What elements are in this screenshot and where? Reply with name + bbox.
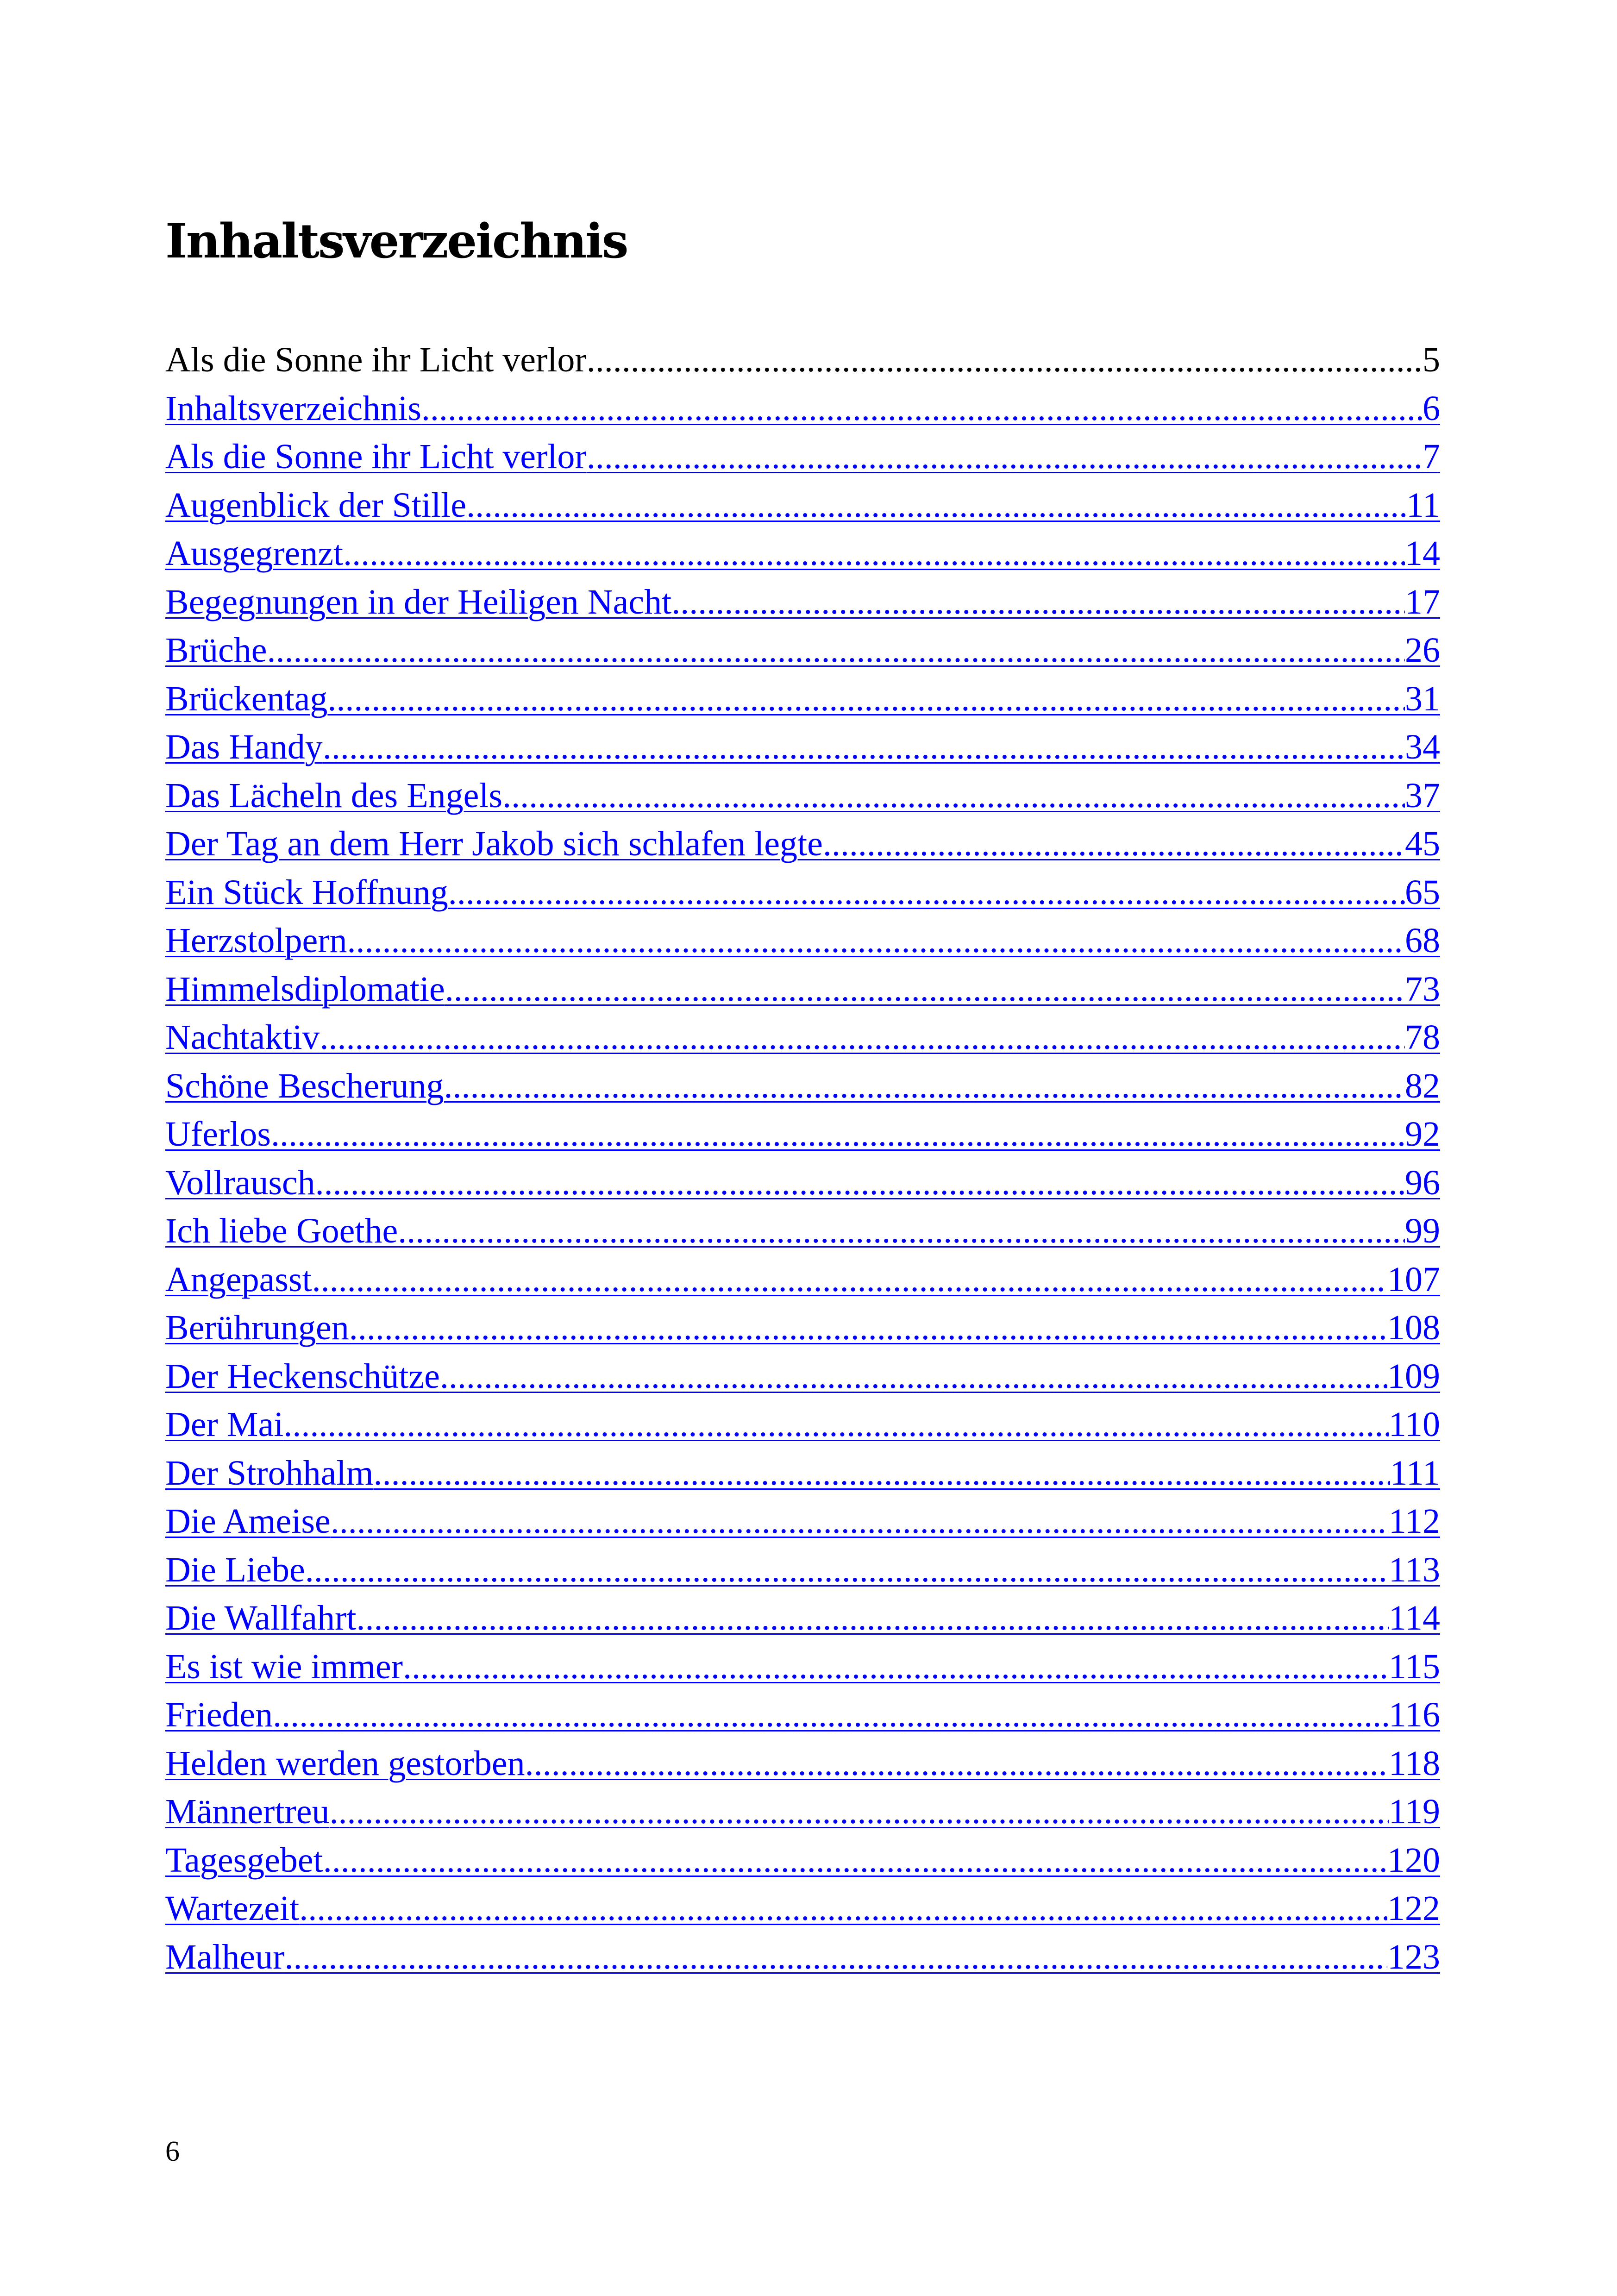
toc-entry-title: Die Wallfahrt xyxy=(165,1599,357,1637)
toc-entry-link[interactable] xyxy=(165,1594,1440,1643)
toc-entry-link[interactable] xyxy=(165,1788,1440,1836)
toc-entry-title: Es ist wie immer xyxy=(165,1647,403,1686)
toc-entry-title: Der Heckenschütze xyxy=(165,1356,440,1396)
toc-entry-link[interactable] xyxy=(165,965,1440,1014)
toc-entry-link[interactable] xyxy=(165,1304,1440,1352)
toc-entry-title: Nachtaktiv xyxy=(165,1018,320,1057)
toc-entry-title: Das Lächeln des Engels xyxy=(165,776,503,815)
toc-entry-title: Uferlos xyxy=(165,1115,271,1154)
toc-entry-page: 26 xyxy=(1405,631,1440,670)
toc-dot-leader xyxy=(271,1110,1405,1159)
toc-entry-title: Begegnungen in der Heiligen Nacht xyxy=(165,582,672,621)
toc-entry-title: Der Strohhalm xyxy=(165,1453,374,1493)
toc-dot-leader xyxy=(421,384,1423,433)
toc-entry-page: 92 xyxy=(1405,1115,1440,1154)
toc-entry-title: Frieden xyxy=(165,1695,273,1734)
toc-entry-link[interactable] xyxy=(165,723,1440,772)
toc-dot-leader xyxy=(671,578,1405,627)
toc-dot-leader xyxy=(283,1400,1388,1449)
toc-entry-page: 31 xyxy=(1405,679,1440,718)
toc-entry-page: 116 xyxy=(1388,1695,1440,1734)
toc-dot-leader xyxy=(299,1884,1387,1933)
toc-dot-leader xyxy=(525,1739,1389,1788)
toc-dot-leader xyxy=(445,965,1405,1014)
toc-entry-title: Inhaltsverzeichnis xyxy=(165,389,421,428)
toc-entry-link[interactable] xyxy=(165,1013,1440,1062)
toc-entry-page: 7 xyxy=(1423,437,1440,476)
toc-entry-page: 45 xyxy=(1405,824,1440,863)
table-of-contents xyxy=(165,336,1440,1981)
toc-entry-title: Brückentag xyxy=(165,679,328,718)
toc-entry-page: 78 xyxy=(1405,1018,1440,1057)
toc-heading: Inhaltsverzeichnis xyxy=(165,213,627,269)
toc-entry-link[interactable] xyxy=(165,772,1440,820)
toc-entry-link[interactable] xyxy=(165,481,1440,530)
toc-dot-leader xyxy=(267,626,1405,675)
toc-entry-title: Männertreu xyxy=(165,1792,330,1831)
toc-entry-link[interactable] xyxy=(165,1884,1440,1933)
toc-entry-link[interactable] xyxy=(165,1739,1440,1788)
toc-entry-page: 115 xyxy=(1388,1647,1440,1686)
toc-entry-page: 14 xyxy=(1405,534,1440,573)
toc-entry-page: 96 xyxy=(1405,1163,1440,1202)
toc-entry-link[interactable] xyxy=(165,1546,1440,1594)
toc-dot-leader xyxy=(374,1449,1390,1498)
toc-entry-title: Wartezeit xyxy=(165,1889,300,1928)
toc-dot-leader xyxy=(331,1497,1389,1546)
toc-entry-title: Augenblick der Stille xyxy=(165,485,467,525)
toc-entry-page: 11 xyxy=(1406,485,1440,525)
toc-entry-link[interactable] xyxy=(165,433,1440,481)
toc-entry-page: 82 xyxy=(1405,1066,1440,1105)
toc-entry-link[interactable] xyxy=(165,868,1440,917)
toc-dot-leader xyxy=(323,723,1405,772)
toc-entry-link[interactable] xyxy=(165,820,1440,868)
toc-entry-link[interactable] xyxy=(165,1449,1440,1498)
toc-entry-title: Ausgegrenzt xyxy=(165,534,344,573)
toc-entry-link[interactable] xyxy=(165,1352,1440,1401)
toc-entry-page: 73 xyxy=(1405,969,1440,1009)
toc-entry-title: Das Handy xyxy=(165,728,323,766)
toc-entry-title: Der Mai xyxy=(165,1405,284,1444)
toc-entry-page: 37 xyxy=(1405,776,1440,815)
toc-dot-leader xyxy=(305,1546,1389,1594)
toc-entry-page: 114 xyxy=(1388,1599,1440,1637)
toc-entry-page: 120 xyxy=(1387,1840,1440,1880)
toc-entry-link[interactable] xyxy=(165,1691,1440,1739)
toc-entry-page: 112 xyxy=(1388,1502,1440,1541)
toc-dot-leader xyxy=(320,1013,1405,1062)
toc-entry-link[interactable] xyxy=(165,916,1440,965)
toc-dot-leader xyxy=(330,1788,1389,1836)
toc-entry-link[interactable] xyxy=(165,1062,1440,1110)
toc-entry-page: 118 xyxy=(1388,1744,1440,1783)
toc-dot-leader xyxy=(315,1159,1405,1207)
toc-entry-page: 122 xyxy=(1387,1889,1440,1928)
toc-dot-leader xyxy=(327,675,1405,723)
toc-entry xyxy=(165,336,1440,384)
toc-dot-leader xyxy=(347,916,1405,965)
toc-dot-leader xyxy=(312,1255,1387,1304)
toc-entry-title: Ich liebe Goethe xyxy=(165,1211,398,1250)
toc-entry-page: 108 xyxy=(1387,1308,1440,1347)
toc-entry-page: 107 xyxy=(1387,1260,1440,1299)
toc-entry-page: 111 xyxy=(1390,1453,1440,1493)
toc-entry-page: 109 xyxy=(1387,1356,1440,1396)
page-number: 6 xyxy=(165,2136,180,2167)
toc-entry-title: Vollrausch xyxy=(165,1163,315,1202)
toc-dot-leader xyxy=(440,1352,1387,1401)
toc-entry-title: Schöne Bescherung xyxy=(165,1066,444,1105)
toc-dot-leader xyxy=(398,1207,1405,1255)
toc-dot-leader xyxy=(343,529,1405,578)
toc-entry-link[interactable] xyxy=(165,1933,1440,1982)
toc-entry-page: 65 xyxy=(1405,872,1440,912)
toc-dot-leader xyxy=(356,1594,1388,1643)
toc-dot-leader xyxy=(466,481,1406,530)
toc-dot-leader xyxy=(403,1643,1389,1691)
toc-entry-title: Herzstolpern xyxy=(165,921,347,960)
toc-entry-link[interactable] xyxy=(165,1207,1440,1255)
toc-entry-title: Helden werden gestorben xyxy=(165,1744,525,1783)
toc-entry-link[interactable] xyxy=(165,1110,1440,1159)
toc-entry-link[interactable] xyxy=(165,1255,1440,1304)
toc-entry-title: Malheur xyxy=(165,1937,285,1976)
toc-dot-leader xyxy=(444,1062,1405,1110)
toc-entry-title: Der Tag an dem Herr Jakob sich schlafen legte xyxy=(165,824,823,863)
toc-entry-page: 17 xyxy=(1405,582,1440,621)
toc-dot-leader xyxy=(323,1836,1387,1885)
toc-dot-leader xyxy=(273,1691,1389,1739)
toc-dot-leader xyxy=(587,336,1423,384)
toc-entry-link[interactable] xyxy=(165,1643,1440,1691)
toc-dot-leader xyxy=(448,868,1405,917)
toc-entry-title: Die Liebe xyxy=(165,1550,305,1589)
toc-entry-title: Himmelsdiplomatie xyxy=(165,969,445,1009)
toc-dot-leader xyxy=(823,820,1405,868)
toc-entry-page: 119 xyxy=(1388,1792,1440,1831)
toc-entry-page: 5 xyxy=(1423,340,1440,379)
toc-entry-page: 68 xyxy=(1405,921,1440,960)
toc-entry-page: 110 xyxy=(1388,1405,1440,1444)
toc-dot-leader xyxy=(502,772,1405,820)
toc-entry-title: Ein Stück Hoffnung xyxy=(165,872,448,912)
toc-entry-page: 34 xyxy=(1405,728,1440,766)
toc-entry-title: Als die Sonne ihr Licht verlor xyxy=(165,437,587,476)
toc-entry-link[interactable] xyxy=(165,1497,1440,1546)
toc-dot-leader xyxy=(587,433,1423,481)
toc-entry-title: Berührungen xyxy=(165,1308,349,1347)
toc-entry-page: 123 xyxy=(1387,1937,1440,1976)
toc-entry-title: Die Ameise xyxy=(165,1502,331,1541)
toc-entry-title: Brüche xyxy=(165,631,267,670)
toc-entry-link[interactable] xyxy=(165,578,1440,627)
toc-entry-title: Als die Sonne ihr Licht verlor xyxy=(165,340,587,379)
toc-entry-link[interactable] xyxy=(165,1400,1440,1449)
toc-entry-title: Angepasst xyxy=(165,1260,312,1299)
toc-entry-link[interactable] xyxy=(165,529,1440,578)
toc-entry-page: 6 xyxy=(1423,389,1440,428)
toc-entry-link[interactable] xyxy=(165,1836,1440,1885)
toc-entry-page: 113 xyxy=(1388,1550,1440,1589)
toc-entry-link[interactable] xyxy=(165,675,1440,723)
toc-dot-leader xyxy=(349,1304,1387,1352)
toc-dot-leader xyxy=(284,1933,1387,1982)
toc-entry-title: Tagesgebet xyxy=(165,1840,323,1880)
toc-entry-link[interactable] xyxy=(165,384,1440,433)
toc-entry-page: 99 xyxy=(1405,1211,1440,1250)
toc-entry-link[interactable] xyxy=(165,1159,1440,1207)
toc-entry-link[interactable] xyxy=(165,626,1440,675)
